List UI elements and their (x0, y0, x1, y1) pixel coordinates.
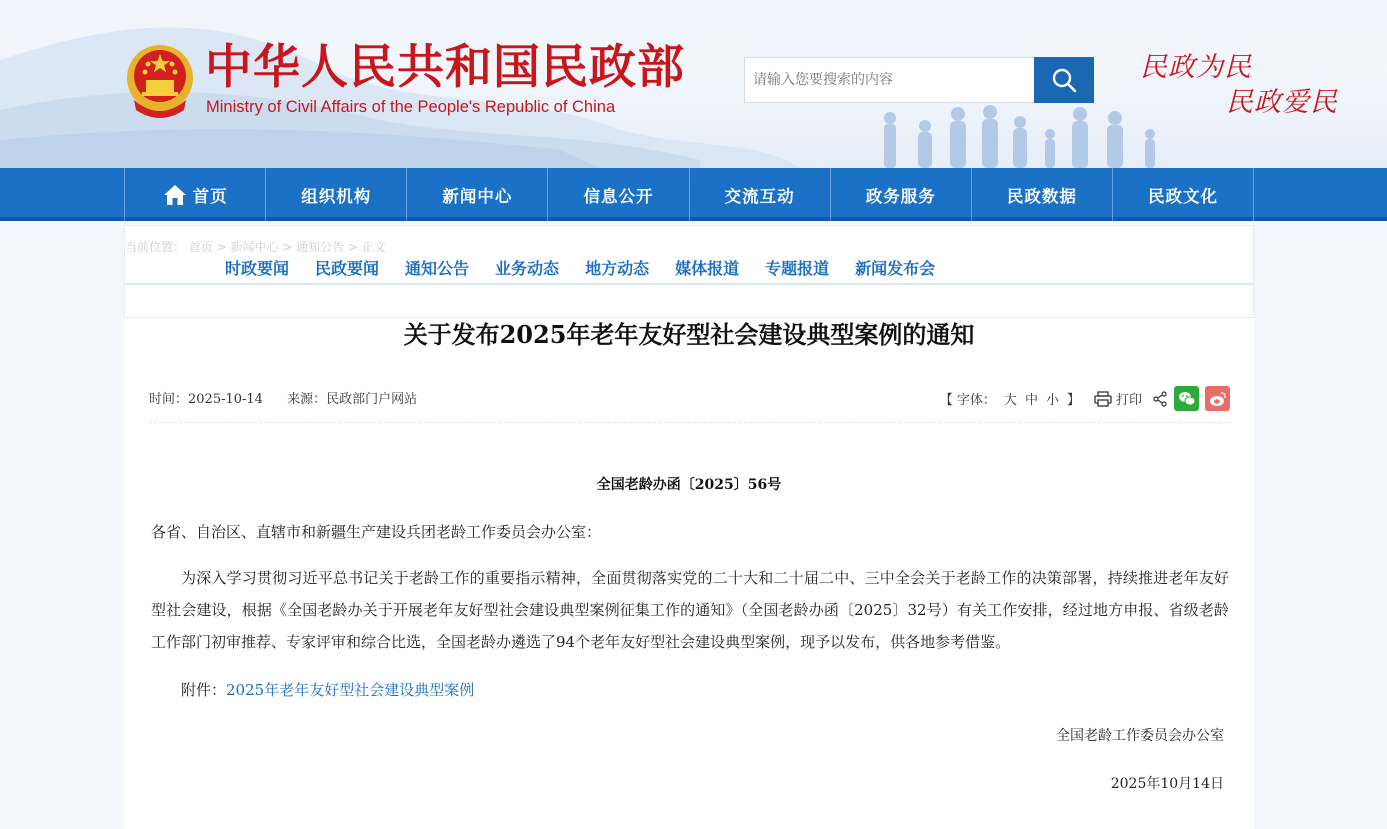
document-number: 全国老龄办函〔2025〕56号 (596, 477, 782, 493)
signature-date: 2025年10月14日 (1110, 776, 1224, 792)
article-source: 来源：民政部门户网站 (287, 392, 418, 407)
signature: 全国老龄工作委员会办公室 (1056, 728, 1224, 744)
nav-item-civil-culture[interactable] (1113, 168, 1254, 221)
font-size-large-button[interactable]: 大 (1003, 393, 1017, 408)
nav-item-label: 新闻中心 (442, 186, 513, 206)
site-subtitle: Ministry of Civil Affairs of the People's Republic of China (206, 98, 616, 116)
sub-nav-item[interactable]: 新闻发布会 (855, 259, 936, 278)
print-button[interactable] (1094, 389, 1142, 408)
search-icon (1051, 67, 1077, 93)
divider (125, 283, 1253, 285)
article-title: 关于发布2025年老年友好型社会建设典型案例的通知 (403, 320, 975, 349)
sub-nav-item[interactable]: 媒体报道 (675, 259, 740, 278)
nav-item-interaction[interactable] (690, 168, 831, 221)
divider (149, 422, 1231, 423)
nav-item-gov-services[interactable] (831, 168, 972, 221)
sub-nav-item[interactable]: 专题报道 (765, 259, 830, 278)
print-label: 打印 (1115, 393, 1142, 408)
slogan-line-2: 民政爱民 (1226, 87, 1338, 118)
nav-item-label: 信息公开 (583, 186, 654, 206)
share-icon[interactable] (1152, 391, 1168, 407)
attachment-line (151, 674, 1229, 706)
home-icon (163, 184, 187, 206)
article-meta (149, 388, 437, 407)
national-emblem-icon (124, 42, 196, 118)
search-input[interactable] (744, 57, 1035, 103)
font-size-bracket: 】 (1066, 393, 1080, 408)
article (124, 318, 1254, 829)
sub-nav-panel (124, 225, 1254, 318)
printer-icon (1094, 391, 1112, 407)
nav-item-news-center[interactable] (407, 168, 548, 221)
nav-item-label: 交流互动 (724, 186, 795, 206)
sub-nav-item[interactable]: 业务动态 (495, 259, 560, 278)
font-size-label: 【 字体： (939, 393, 996, 408)
sub-nav-links (225, 256, 961, 279)
attachment-link[interactable]: 2025年老年友好型社会建设典型案例 (226, 681, 475, 699)
attachment-label: 附件： (181, 681, 227, 699)
people-silhouette-graphic (870, 104, 1190, 168)
font-size-small-button[interactable]: 小 (1045, 393, 1059, 408)
body-paragraph: 为深入学习贯彻习近平总书记关于老龄工作的重要指示精神，全面贯彻落实党的二十大和二十届二中、三中全会关于老龄工作的决策部署，持续推进老年友好型社会建设，根据《全国老龄办关于开展老年友好型社会建设典型案例征集工作的通知》（全国老龄办函〔2025〕32号）有关工作安排，经过地方申报、省级老龄工作部门初审推荐、专家评审和综合比选，全国老龄办遴选了94个老年友好型社会建设典型案例，现予以发布，供各地参考借鉴。 (151, 569, 1229, 651)
font-size-medium-button[interactable]: 中 (1024, 393, 1038, 408)
search-button[interactable] (1034, 57, 1094, 103)
sub-nav-item[interactable]: 民政要闻 (315, 259, 380, 278)
main-nav-list (124, 168, 1254, 221)
slogan-line-1: 民政为民 (1140, 52, 1252, 83)
site-title: 中华人民共和国民政部 (205, 40, 685, 95)
breadcrumb: 当前位置： 首页 > 新闻中心 > 通知公告 > 正文 (125, 240, 386, 254)
salutation: 各省、自治区、直辖市和新疆生产建设兵团老龄工作委员会办公室： (151, 523, 602, 541)
sub-nav-item[interactable]: 地方动态 (585, 259, 650, 278)
sub-nav-item[interactable]: 通知公告 (405, 259, 470, 278)
publish-date: 时间：2025-10-14 (149, 392, 263, 407)
wechat-share-icon[interactable] (1174, 386, 1199, 411)
main-nav (0, 168, 1387, 221)
nav-item-label: 政务服务 (865, 186, 936, 206)
nav-item-civil-data[interactable] (972, 168, 1113, 221)
nav-item-label: 首页 (192, 186, 228, 206)
weibo-share-icon[interactable] (1205, 386, 1230, 411)
nav-item-organization[interactable] (266, 168, 407, 221)
nav-item-label: 民政数据 (1006, 186, 1077, 206)
nav-item-info-disclosure[interactable] (548, 168, 689, 221)
sub-nav-item[interactable]: 时政要闻 (225, 259, 290, 278)
nav-item-home[interactable] (124, 168, 266, 221)
nav-item-label: 组织机构 (301, 186, 372, 206)
site-header (0, 0, 1387, 168)
article-tools (940, 386, 1230, 411)
nav-item-label: 民政文化 (1147, 186, 1218, 206)
